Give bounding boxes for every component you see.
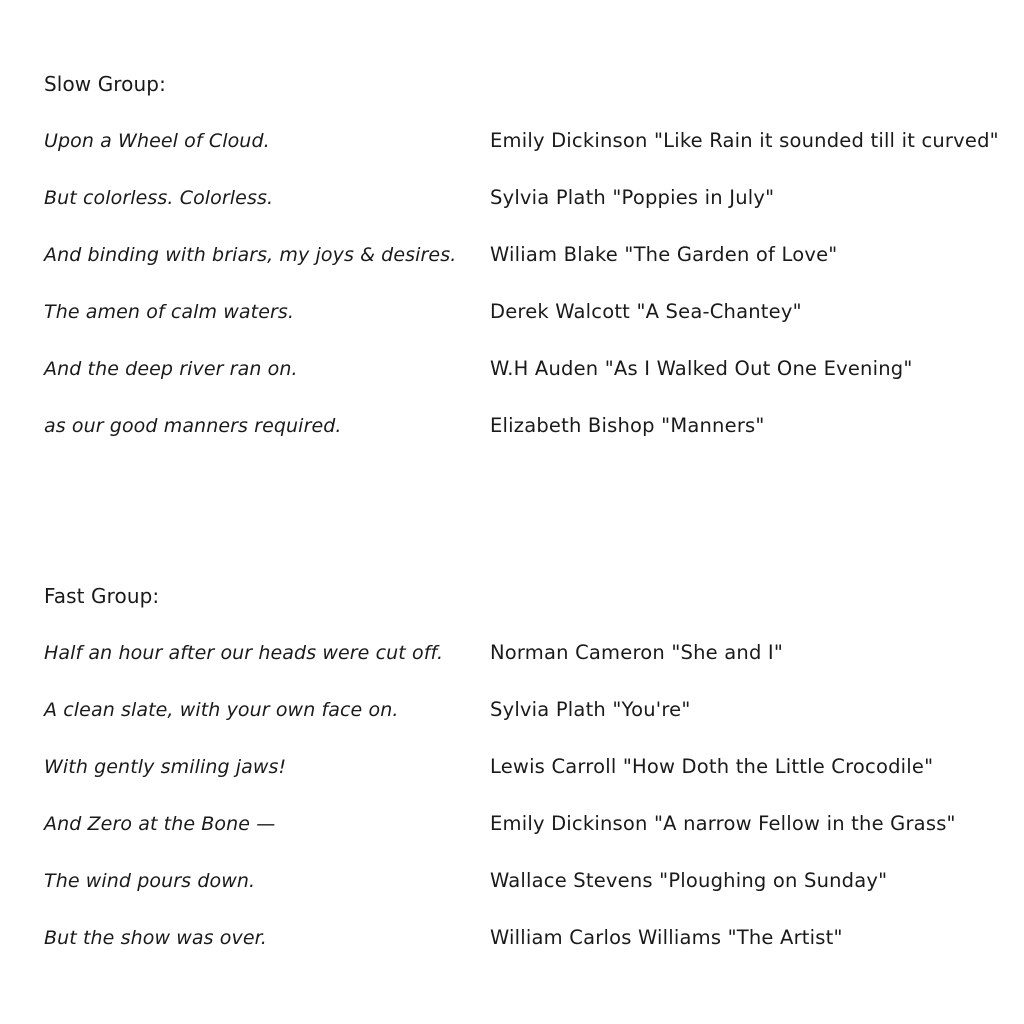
list-item: [44, 865, 1004, 922]
poem-title: "The Garden of Love": [624, 243, 838, 266]
poem-credit: [490, 865, 887, 897]
poem-title: "Like Rain it sounded till it curved": [653, 129, 999, 152]
list-item: [44, 808, 1004, 865]
poem-credit: [490, 182, 774, 214]
poem-title: "A narrow Fellow in the Grass": [653, 812, 956, 835]
poem-title: "A Sea-Chantey": [636, 300, 802, 323]
poet-name: Wiliam Blake: [490, 243, 618, 266]
poem-title: "You're": [612, 698, 691, 721]
poet-name: Wallace Stevens: [490, 869, 653, 892]
poet-name: William Carlos Williams: [490, 926, 722, 949]
poet-name: Derek Walcott: [490, 300, 631, 323]
fast-group-list: [44, 637, 1004, 979]
poem-title: "Ploughing on Sunday": [659, 869, 888, 892]
poem-credit: [490, 296, 802, 328]
list-item: [44, 296, 1004, 353]
poem-line: And binding with briars, my joys & desires.: [44, 244, 457, 266]
list-item: [44, 239, 1004, 296]
slow-group-section: [44, 68, 1004, 467]
poem-line: The wind pours down.: [44, 870, 256, 892]
poem-credit: [490, 410, 765, 442]
poem-title: "How Doth the Little Crocodile": [622, 755, 934, 778]
fast-group-section: [44, 580, 1004, 979]
poem-line: And Zero at the Bone —: [44, 813, 276, 835]
poem-title: "Manners": [661, 414, 765, 437]
poet-name: Sylvia Plath: [490, 186, 606, 209]
poem-line: A clean slate, with your own face on.: [44, 699, 399, 721]
poem-credit: [490, 353, 913, 385]
poem-credit: [490, 239, 837, 271]
poem-line: But the show was over.: [44, 927, 267, 949]
poet-name: Emily Dickinson: [490, 812, 648, 835]
poem-credit: [490, 751, 933, 783]
poem-line: as our good manners required.: [44, 415, 342, 437]
list-item: [44, 637, 1004, 694]
poem-credit: [490, 637, 783, 669]
slow-group-heading: Slow Group:: [44, 72, 166, 96]
poem-title: "As I Walked Out One Evening": [604, 357, 913, 380]
poem-line: The amen of calm waters.: [44, 301, 295, 323]
list-item: [44, 922, 1004, 979]
poet-name: W.H Auden: [490, 357, 599, 380]
list-item: [44, 182, 1004, 239]
poem-line: Half an hour after our heads were cut off.: [44, 642, 444, 664]
poem-line: With gently smiling jaws!: [44, 756, 287, 778]
fast-group-heading: Fast Group:: [44, 584, 160, 608]
poet-name: Elizabeth Bishop: [490, 414, 655, 437]
poem-line: But colorless. Colorless.: [44, 187, 274, 209]
poem-title: "She and I": [671, 641, 784, 664]
list-item: [44, 410, 1004, 467]
list-item: [44, 125, 1004, 182]
poem-credit: [490, 694, 691, 726]
poem-credit: [490, 808, 956, 840]
poet-name: Lewis Carroll: [490, 755, 617, 778]
poet-name: Emily Dickinson: [490, 129, 648, 152]
poem-line: And the deep river ran on.: [44, 358, 298, 380]
list-item: [44, 751, 1004, 808]
poem-title: "Poppies in July": [612, 186, 775, 209]
slow-group-list: [44, 125, 1004, 467]
list-item: [44, 353, 1004, 410]
poem-credit: [490, 922, 843, 954]
poem-title: "The Artist": [727, 926, 843, 949]
poem-credit: [490, 125, 999, 157]
poet-name: Norman Cameron: [490, 641, 665, 664]
poet-name: Sylvia Plath: [490, 698, 606, 721]
poem-line: Upon a Wheel of Cloud.: [44, 130, 270, 152]
list-item: [44, 694, 1004, 751]
